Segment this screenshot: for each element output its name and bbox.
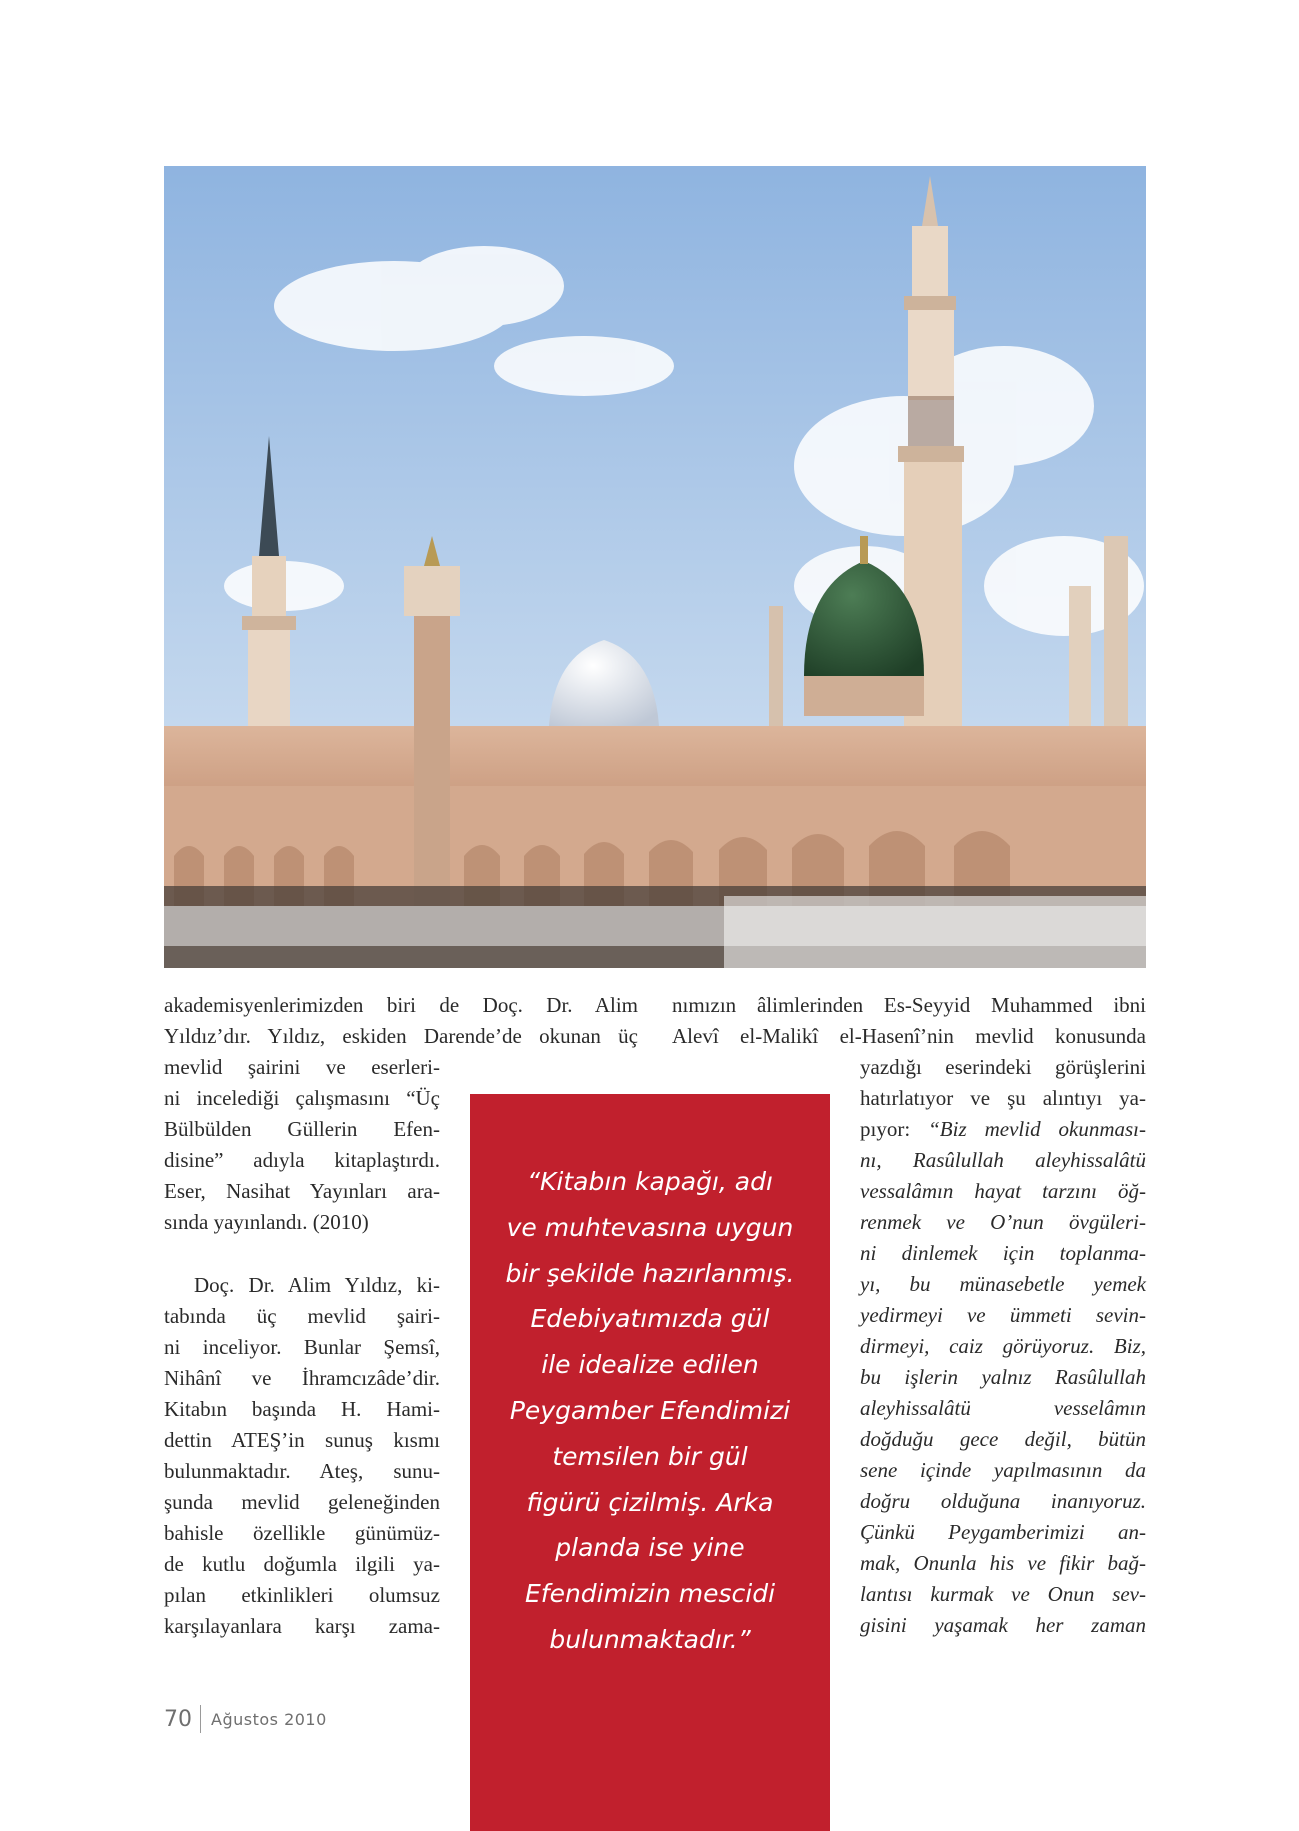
col2-quote-line: yedirmeyi ve ümmeti sevin-: [860, 1303, 1146, 1327]
col2-roman-span: pıyor:: [860, 1117, 929, 1141]
col1-para2-line: Kitabın başında H. Hami-: [164, 1397, 440, 1421]
col2-quote-line: doğduğu gece değil, bütün: [860, 1427, 1146, 1451]
col2-quote-line: nı, Rasûlullah aleyhissalâtü: [860, 1148, 1146, 1172]
col2-quote-line: dirmeyi, caiz görüyoruz. Biz,: [860, 1334, 1146, 1358]
col1-para1-line: sında yayınlandı. (2010): [164, 1210, 369, 1234]
col2-line: hatırlatıyor ve şu alıntıyı ya-: [860, 1086, 1146, 1110]
pull-quote-text: “Kitabın kapağı, adı ve muhtevasına uygun bir şekilde hazırlanmış. Edebiyatımızda gül ile idealize edilen Peygamber Efendimizi temsilen bir gül figürü çizilmiş. Arka planda ise yine Efendimizin mescidi bulunmaktadır.”: [505, 1167, 795, 1654]
col2-quote-line: ni dinlemek için toplanma-: [860, 1241, 1146, 1265]
col1-para2-line: pılan etkinlikleri olumsuz: [164, 1583, 440, 1607]
col1-para2-line: dettin ATEŞ’in sunuş kısmı: [164, 1428, 440, 1452]
issue-date: Ağustos 2010: [211, 1709, 327, 1729]
col2-mixed-line: [860, 1114, 1146, 1145]
col1-para1-line: Eser, Nasihat Yayınları ara-: [164, 1179, 440, 1203]
col2-quote-line: doğru olduğuna inanıyoruz.: [860, 1489, 1146, 1513]
col1-para2-line: Nihânî ve İhramcızâde’dir.: [164, 1366, 440, 1390]
col2-quote-line: lantısı kurmak ve Onun sev-: [860, 1582, 1146, 1606]
col2-quote-line: vessalâmın hayat tarzını öğ-: [860, 1179, 1146, 1203]
col2-intro-line-1: nımızın âlimlerinden Es-Seyyid Muhammed ibni: [672, 993, 1146, 1017]
col1-para1-line: Bülbülden Güllerin Efen-: [164, 1117, 440, 1141]
col2-quote-line: gisini yaşamak her zaman: [860, 1613, 1146, 1637]
col1-para2-line: tabında üç mevlid şairi-: [164, 1304, 440, 1328]
col1-para2-line: karşılayanlara karşı zama-: [164, 1614, 440, 1638]
col2-intro-line-2: Alevî el-Malikî el-Hasenî’nin mevlid konusunda: [672, 1024, 1146, 1048]
page-number: 70: [164, 1706, 192, 1732]
col1-para2-line: Doç. Dr. Alim Yıldız, ki-: [194, 1273, 440, 1297]
col1-para2-line: de kutlu doğumla ilgili ya-: [164, 1552, 440, 1576]
col1-intro-line-1: akademisyenlerimizden biri de Doç. Dr. Alim: [164, 993, 638, 1017]
page-footer: [164, 1702, 327, 1736]
article-photo: [164, 166, 1146, 968]
col2-quote-line: aleyhissalâtü vesselâmın: [860, 1396, 1146, 1420]
mosque-photo-icon: [164, 166, 1146, 968]
col1-para1-line: mevlid şairini ve eserleri-: [164, 1055, 440, 1079]
col2-quote-line: sene içinde yapılmasının da: [860, 1458, 1146, 1482]
col2-quote-line: yı, bu münasebetle yemek: [860, 1272, 1146, 1296]
col1-para2-line: şunda mevlid geleneğinden: [164, 1490, 440, 1514]
pull-quote-box: [470, 1094, 830, 1831]
col2-quote-line: bu işlerin yalnız Rasûlullah: [860, 1365, 1146, 1389]
footer-divider: [200, 1705, 201, 1733]
col1-para2-line: ni inceliyor. Bunlar Şemsî,: [164, 1335, 440, 1359]
col1-para1-line: disine” adıyla kitaplaştırdı.: [164, 1148, 440, 1172]
col1-para1-line: ni incelediği çalışmasını “Üç: [164, 1086, 440, 1110]
col1-para2-line: bulunmaktadır. Ateş, sunu-: [164, 1459, 440, 1483]
col2-quote-start: “Biz mevlid okunması-: [928, 1117, 1146, 1141]
col1-para2-line: bahisle özellikle günümüz-: [164, 1521, 440, 1545]
col2-quote-line: Çünkü Peygamberimizi an-: [860, 1520, 1146, 1544]
col2-line: yazdığı eserindeki görüşlerini: [860, 1055, 1146, 1079]
col2-quote-line: renmek ve O’nun övgüleri-: [860, 1210, 1146, 1234]
col2-quote-line: mak, Onunla his ve fikir bağ-: [860, 1551, 1146, 1575]
col1-intro-line-2: Yıldız’dır. Yıldız, eskiden Darende’de okunan üç: [164, 1024, 638, 1048]
